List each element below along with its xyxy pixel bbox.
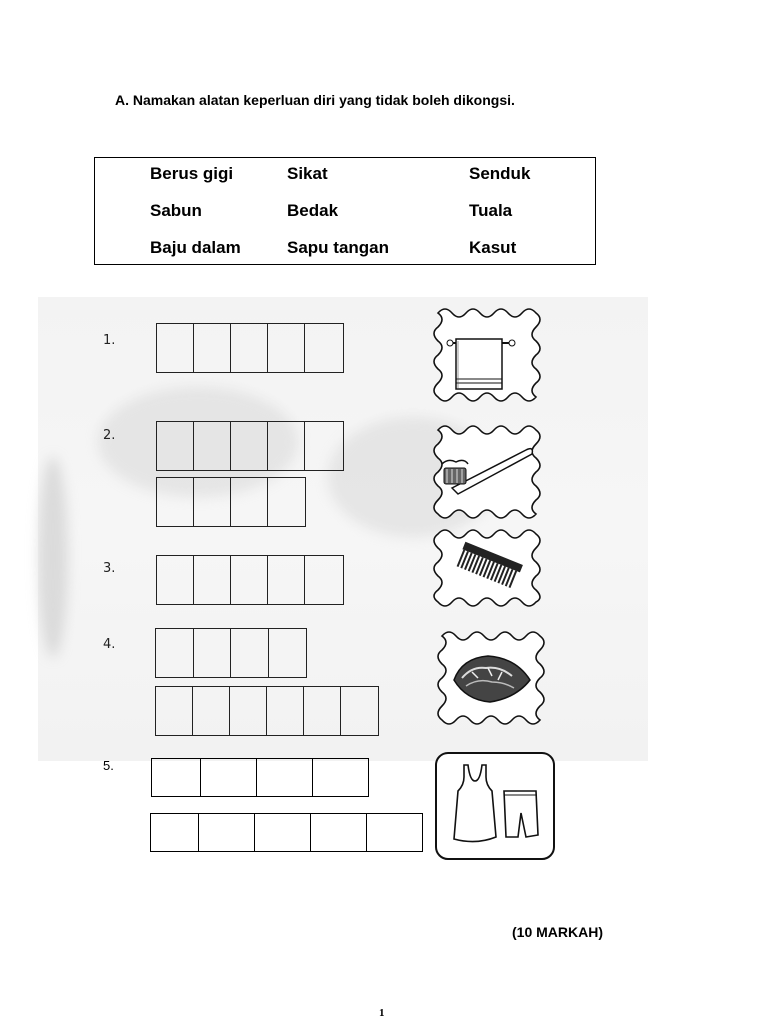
- word-bank-item: Sikat: [287, 164, 328, 183]
- letter-box[interactable]: [156, 687, 193, 735]
- letter-box[interactable]: [267, 687, 304, 735]
- letter-box[interactable]: [157, 324, 194, 372]
- letter-box[interactable]: [257, 759, 313, 796]
- letter-box[interactable]: [305, 556, 342, 604]
- letter-box[interactable]: [199, 814, 255, 851]
- letter-box[interactable]: [304, 687, 341, 735]
- item-number: 1.: [103, 333, 116, 348]
- answer-boxes[interactable]: [156, 421, 344, 471]
- underwear-icon: [434, 751, 556, 861]
- letter-box[interactable]: [341, 687, 378, 735]
- word-bank: [94, 157, 596, 265]
- word-bank-item: Bedak: [287, 201, 339, 220]
- toothbrush-icon: [428, 422, 550, 526]
- answer-boxes[interactable]: [156, 477, 306, 527]
- word-bank-item: Baju dalam: [150, 238, 241, 257]
- word-bank-item: Sapu tangan: [287, 238, 390, 257]
- letter-box[interactable]: [313, 759, 368, 796]
- answer-boxes[interactable]: [155, 628, 307, 678]
- letter-box[interactable]: [255, 814, 311, 851]
- letter-box[interactable]: [194, 556, 231, 604]
- answer-boxes[interactable]: [155, 686, 379, 736]
- letter-box[interactable]: [194, 422, 231, 470]
- item-number: 3.: [103, 561, 116, 576]
- letter-box[interactable]: [231, 629, 269, 677]
- word-bank-item: Kasut: [469, 238, 517, 257]
- answer-boxes[interactable]: [156, 323, 344, 373]
- letter-box[interactable]: [201, 759, 257, 796]
- item-number: 4.: [103, 637, 116, 652]
- question-text: A. Namakan alatan keperluan diri yang tidak boleh dikongsi.: [115, 92, 515, 108]
- letter-box[interactable]: [194, 324, 231, 372]
- handkerchief-icon: [432, 628, 552, 732]
- item-number: 2.: [103, 428, 116, 443]
- answer-boxes[interactable]: [156, 555, 344, 605]
- letter-box[interactable]: [268, 478, 305, 526]
- letter-box[interactable]: [230, 687, 267, 735]
- letter-box[interactable]: [305, 324, 342, 372]
- comb-icon: [428, 526, 550, 612]
- letter-box[interactable]: [268, 422, 305, 470]
- answer-boxes[interactable]: [150, 813, 423, 852]
- letter-box[interactable]: [194, 629, 232, 677]
- letter-box[interactable]: [152, 759, 201, 796]
- letter-box[interactable]: [156, 629, 194, 677]
- letter-box[interactable]: [157, 422, 194, 470]
- letter-box[interactable]: [231, 324, 268, 372]
- letter-box[interactable]: [194, 478, 231, 526]
- letter-box[interactable]: [269, 629, 307, 677]
- item-number: 5.: [103, 758, 114, 773]
- letter-box[interactable]: [305, 422, 342, 470]
- letter-box[interactable]: [231, 478, 268, 526]
- letter-box[interactable]: [367, 814, 422, 851]
- page-number: 1: [379, 1007, 385, 1019]
- word-bank-item: Tuala: [469, 201, 513, 220]
- letter-box[interactable]: [157, 556, 194, 604]
- letter-box[interactable]: [268, 556, 305, 604]
- word-bank-item: Berus gigi: [150, 164, 234, 183]
- letter-box[interactable]: [157, 478, 194, 526]
- letter-box[interactable]: [231, 422, 268, 470]
- word-bank-item: Sabun: [150, 201, 202, 220]
- letter-box[interactable]: [231, 556, 268, 604]
- towel-icon: [428, 305, 550, 409]
- letter-box[interactable]: [151, 814, 199, 851]
- answer-boxes[interactable]: [151, 758, 369, 797]
- letter-box[interactable]: [268, 324, 305, 372]
- letter-box[interactable]: [311, 814, 367, 851]
- word-bank-item: Senduk: [469, 164, 531, 183]
- total-marks: (10 MARKAH): [512, 924, 603, 940]
- letter-box[interactable]: [193, 687, 230, 735]
